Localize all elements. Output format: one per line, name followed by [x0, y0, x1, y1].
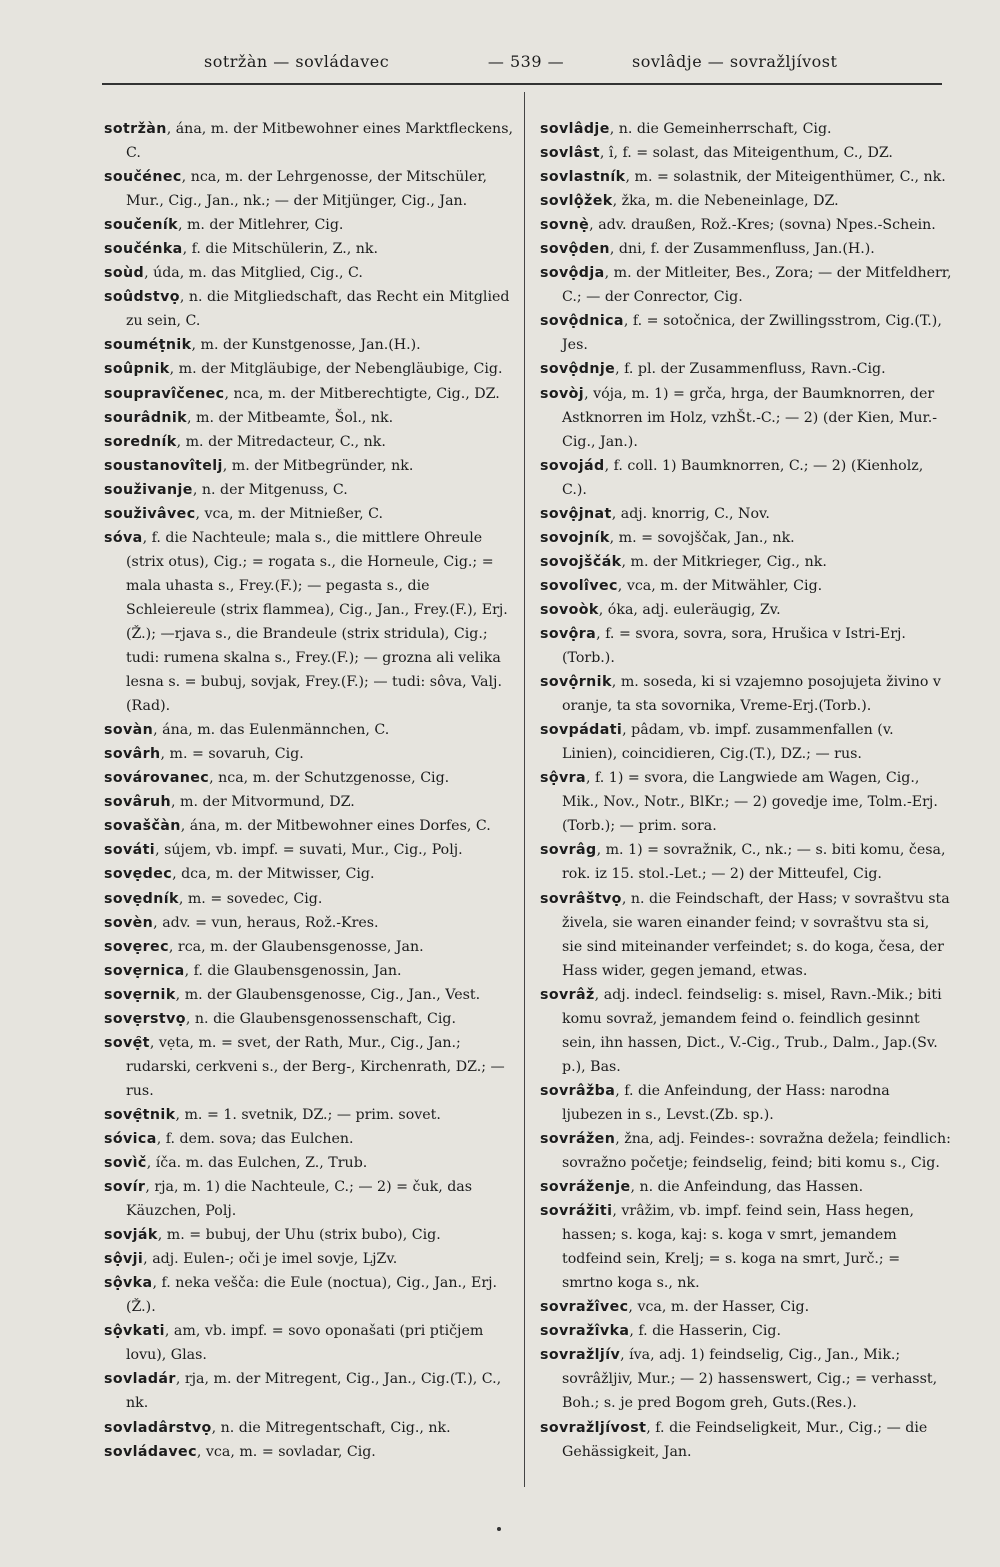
dictionary-entry: [104, 959, 516, 983]
entry-headword: sovražîvec: [540, 1299, 629, 1316]
entry-definition: , f. die Glaubensgenossin, Jan.: [184, 962, 402, 979]
entry-definition: , ána, m. der Mitbewohner eines Marktfleckens, C.: [126, 121, 513, 162]
entry-definition: , žka, m. die Nebeneinlage, DZ.: [612, 193, 839, 210]
entry-definition: , f. die Hasserin, Cig.: [629, 1323, 781, 1340]
dictionary-entry: [540, 165, 952, 189]
dictionary-entry: [540, 550, 952, 574]
entry-definition: , óka, adj. euleräugig, Zv.: [598, 601, 781, 618]
right-column: [540, 117, 952, 1464]
dictionary-entry: [104, 766, 516, 790]
entry-headword: sovârh: [104, 746, 161, 763]
entry-definition: , vca, m. der Hasser, Cig.: [628, 1299, 810, 1316]
entry-definition: , íva, adj. 1) feindselig, Cig., Jan., Mik.; sovrâžljiv, Mur.; — 2) hassenswert, Cig.; = verhasst, Boh.; s. je pred Bogom greh, Guts.(Res.).: [562, 1347, 938, 1412]
entry-headword: sourâdnik: [104, 409, 188, 426]
dictionary-entry: [540, 1295, 952, 1319]
dictionary-entry: [104, 887, 516, 911]
dictionary-entry: [104, 261, 516, 285]
entry-definition: , f. 1) = svora, die Langwiede am Wagen, Cig., Mik., Nov., Notr., BlKr.; — 2) govedje ime, Tolm.-Erj.(Torb.); — prim. sora.: [562, 770, 938, 835]
entry-definition: , vca, m. = sovladar, Cig.: [196, 1443, 376, 1460]
entry-definition: , n. die Feindschaft, der Hass; v sovraštvu sta živela, sie waren einander feind; v sovraštvu sta si, sie sind miteinander verfeindet; s. do koga, česa, der Hass wider, gegen jemand, etwas.: [562, 890, 950, 979]
entry-definition: , úda, m. das Mitglied, Cig., C.: [144, 265, 363, 282]
entry-headword: sovlộžek: [540, 193, 613, 210]
entry-definition: , f. die Mitschülerin, Z., nk.: [182, 241, 379, 258]
entry-definition: , n. die Glaubensgenossenschaft, Cig.: [185, 1010, 456, 1027]
entry-definition: , rja, m. der Mitregent, Cig., Jan., Cig.(T.), C., nk.: [126, 1371, 502, 1412]
dictionary-entry: [540, 213, 952, 237]
dictionary-entry: [540, 1319, 952, 1343]
entry-headword: sóvica: [104, 1130, 157, 1147]
entry-headword: sộvka: [104, 1275, 153, 1292]
entry-headword: soûpnik: [104, 361, 170, 378]
header-rule: [102, 83, 942, 85]
dictionary-entry: [104, 790, 516, 814]
entry-headword: sovlâdje: [540, 121, 610, 137]
dictionary-entry: [104, 213, 516, 237]
dictionary-entry: [104, 1151, 516, 1175]
dictionary-entry: [540, 622, 952, 670]
dictionary-entry: [104, 1247, 516, 1271]
dictionary-entry: [104, 478, 516, 502]
entry-definition: , vrâžim, vb. impf. feind sein, Hass hegen, hassen; s. koga, kaj: s. koga v smrt, jemandem todfeind sein, Krelj; = s. koga na smrt, Jurč.; = smrtno koga s., nk.: [562, 1203, 914, 1292]
entry-headword: sovojád: [540, 457, 605, 474]
entry-headword: sovolîvec: [540, 577, 618, 594]
dictionary-entry: [540, 502, 952, 526]
entry-definition: , m. = sovaruh, Cig.: [160, 746, 304, 763]
entry-definition: , vẹta, m. = svet, der Rath, Mur., Cig., Jan.; rudarski, cerkveni s., der Berg-, Kirchenrath, DZ.; — rus.: [126, 1034, 505, 1099]
left-column: [104, 117, 516, 1464]
entry-definition: , sújem, vb. impf. = suvati, Mur., Cig., Polj.: [155, 842, 463, 859]
dictionary-entry: [540, 189, 952, 213]
entry-headword: sovárovanec: [104, 770, 210, 787]
entry-headword: sộvji: [104, 1251, 144, 1268]
dictionary-entry: [104, 430, 516, 454]
entry-headword: sovàn: [104, 722, 154, 739]
dictionary-entry: [540, 237, 952, 261]
entry-headword: sovẹdník: [104, 890, 179, 907]
entry-definition: , f. die Anfeindung, der Hass: narodna ljubezen in s., Levst.(Zb. sp.).: [562, 1082, 890, 1123]
entry-headword: sovír: [104, 1179, 146, 1196]
dictionary-entry: [104, 237, 516, 261]
dictionary-entry: [104, 1127, 516, 1151]
entry-definition: , žna, adj. Feindes-: sovražna dežela; feindlich: sovražno početje; feindselig, feind; biti komu s., Cig.: [562, 1130, 951, 1172]
entry-definition: , vca, m. der Mitnießer, C.: [195, 505, 384, 522]
dictionary-entry: [104, 814, 516, 838]
entry-headword: sovộden: [540, 241, 610, 258]
dictionary-entry: [104, 117, 516, 165]
entry-headword: sovòj: [540, 385, 585, 402]
dictionary-entry: [104, 333, 516, 357]
entry-headword: sovják: [104, 1227, 158, 1244]
dictionary-entry: [540, 598, 952, 622]
header-right-guideword: sovlâdje — sovražljívost: [632, 52, 838, 71]
entry-headword: sotržàn: [104, 121, 167, 137]
dictionary-entry: [540, 670, 952, 718]
dictionary-entry: [540, 357, 952, 381]
dictionary-entry: [540, 1343, 952, 1415]
entry-headword: sovẹrstvọ: [104, 1010, 186, 1027]
dictionary-entry: [104, 935, 516, 959]
dictionary-entry: [104, 1416, 516, 1440]
entry-headword: sovladârstvọ: [104, 1419, 212, 1436]
entry-definition: , m. = sovojščak, Jan., nk.: [609, 529, 795, 546]
entry-headword: sovrážen: [540, 1130, 616, 1147]
entry-headword: sovrâžba: [540, 1082, 616, 1099]
entry-definition: , m. = bubuj, der Uhu (strix bubo), Cig.: [157, 1227, 441, 1244]
entry-definition: , am, vb. impf. = sovo oponašati (pri ptičjem lovu), Glas.: [126, 1323, 484, 1364]
entry-headword: sovražljív: [540, 1347, 621, 1364]
entry-headword: sovẹdec: [104, 866, 173, 883]
entry-headword: sovrâž: [540, 986, 595, 1003]
entry-definition: , f. = svora, sovra, sora, Hrušica v Istri-Erj.(Torb.).: [562, 625, 906, 667]
dictionary-entry: [540, 1416, 952, 1464]
dictionary-entry: [104, 382, 516, 406]
entry-definition: , f. dem. sova; das Eulchen.: [156, 1130, 354, 1147]
entry-headword: soupravîčenec: [104, 385, 225, 402]
entry-headword: sovpádati: [540, 722, 623, 739]
entry-headword: sovladár: [104, 1371, 176, 1388]
entry-definition: , ána, m. der Mitbewohner eines Dorfes, C.: [180, 818, 491, 835]
entry-headword: součeník: [104, 217, 178, 234]
entry-headword: sovèn: [104, 914, 154, 931]
entry-headword: sovoòk: [540, 601, 599, 618]
dictionary-entry: [104, 165, 516, 213]
entry-headword: sovojník: [540, 529, 610, 546]
dictionary-entry: [104, 983, 516, 1007]
dictionary-entry: [540, 261, 952, 309]
dictionary-entry: [104, 502, 516, 526]
entry-definition: , dca, m. der Mitwisser, Cig.: [172, 866, 375, 883]
entry-headword: souméṭnik: [104, 337, 192, 354]
entry-definition: , f. = sotočnica, der Zwillingsstrom, Cig.(T.), Jes.: [562, 313, 942, 354]
entry-headword: sovražljívost: [540, 1419, 647, 1436]
dictionary-entry: [104, 838, 516, 862]
dictionary-entry: [104, 526, 516, 718]
entry-headword: sóva: [104, 529, 143, 546]
dictionary-entry: [104, 911, 516, 935]
entry-definition: , m. der Mitredacteur, C., nk.: [176, 433, 386, 450]
dictionary-entry: [540, 1175, 952, 1199]
entry-definition: , dni, f. der Zusammenfluss, Jan.(H.).: [609, 241, 875, 258]
entry-definition: , n. der Mitgenuss, C.: [192, 481, 348, 498]
entry-definition: , m. soseda, ki si vzajemno posojujeta živino v oranje, ta sta sovornika, Vreme-Erj.(Torb.).: [562, 674, 941, 715]
dictionary-entry: [104, 718, 516, 742]
entry-headword: sovộdnje: [540, 361, 616, 378]
entry-headword: sovộdnica: [540, 313, 624, 330]
dictionary-entry: [104, 1103, 516, 1127]
dictionary-entry: [104, 406, 516, 430]
entry-definition: , adj. knorrig, C., Nov.: [611, 505, 770, 522]
entry-definition: , f. die Nachteule; mala s., die mittlere Ohreule (strix otus), Cig.; = rogata s., die Horneule, Cig.; = mala uhasta s., Frey.(F.); — pegasta s., die Schleiereule (strix flammea), Cig., Jan., Frey.(F.), Erj.(Ž.); —rjava s., die Brandeule (strix stridula), Cig.; tudi: rumena skalna s., Frey.(F.); — grozna ali velika lesna s. = bubuj, sovjak, Frey.(F.); — tudi: sôva, Valj.(Rad).: [126, 529, 508, 715]
dictionary-entry: [540, 117, 952, 141]
entry-definition: , m. 1) = sovražnik, C., nk.; — s. biti komu, česa, rok. iz 15. stol.-Let.; — 2) der Mitteufel, Cig.: [562, 842, 946, 883]
entry-headword: sovráženje: [540, 1179, 631, 1196]
entry-headword: sovẹrnik: [104, 986, 176, 1003]
entry-headword: sovnẹ̀: [540, 217, 590, 234]
entry-definition: , nca, m. der Schutzgenosse, Cig.: [209, 770, 450, 787]
entry-headword: sovrážiti: [540, 1203, 613, 1220]
entry-definition: , f. die Feindseligkeit, Mur., Cig.; — die Gehässigkeit, Jan.: [562, 1419, 928, 1460]
page-number: — 539 —: [487, 52, 565, 71]
dictionary-entry: [104, 454, 516, 478]
entry-headword: sộvkati: [104, 1323, 165, 1340]
dictionary-entry: [104, 1367, 516, 1415]
running-header: [0, 52, 1000, 82]
entry-headword: sovražîvka: [540, 1323, 630, 1340]
dictionary-entry: [104, 357, 516, 381]
entry-definition: , m. der Glaubensgenosse, Cig., Jan., Vest.: [175, 986, 481, 1003]
entry-definition: , nca, m. der Lehrgenosse, der Mitschüler, Mur., Cig., Jan., nk.; — der Mitjünger, Cig., Jan.: [126, 169, 488, 210]
entry-definition: , m. der Mitleiter, Bes., Zora; — der Mitfeldherr, C.; — der Conrector, Cig.: [562, 265, 952, 306]
dictionary-entry: [540, 887, 952, 983]
entry-definition: , ána, m. das Eulenmännchen, C.: [153, 722, 390, 739]
entry-headword: součénka: [104, 241, 183, 258]
entry-headword: souživâvec: [104, 505, 196, 522]
dictionary-entry: [540, 766, 952, 838]
dictionary-entry: [104, 1319, 516, 1367]
entry-headword: souživanje: [104, 481, 193, 498]
entry-headword: sovìč: [104, 1155, 147, 1172]
dictionary-entry: [540, 526, 952, 550]
entry-headword: sovrâg: [540, 842, 597, 859]
entry-definition: , adv. draußen, Rož.-Kres; (sovna) Npes.-Schein.: [589, 217, 936, 234]
entry-definition: , f. coll. 1) Baumknorren, C.; — 2) (Kienholz, C.).: [562, 457, 924, 498]
dictionary-entry: [540, 1127, 952, 1175]
dictionary-entry: [540, 382, 952, 454]
entry-headword: soredník: [104, 433, 177, 450]
entry-definition: , adj. indecl. feindselig: s. misel, Ravn.-Mik.; biti komu sovraž, jemandem feind o. feindlich gesinnt sein, ihn hassen, Dict., V.-Cig., Trub., Dalm., Jap.(Sv. p.), Bas.: [562, 986, 942, 1075]
entry-definition: , m. der Mitgläubige, der Nebengläubige, Cig.: [169, 361, 503, 378]
header-left-guideword: sotržàn — sovládavec: [204, 52, 390, 71]
entry-definition: , adj. Eulen-; oči je imel sovje, LjZv.: [143, 1251, 398, 1268]
dictionary-entry: [104, 1175, 516, 1223]
entry-headword: sovlastník: [540, 169, 626, 186]
dictionary-entry: [540, 1199, 952, 1295]
entry-definition: , m. der Mitbeamte, Šol., nk.: [187, 409, 394, 426]
dictionary-entry: [540, 141, 952, 165]
entry-headword: sovẹrec: [104, 938, 169, 955]
dictionary-entry: [104, 1007, 516, 1031]
dictionary-entry: [104, 1031, 516, 1103]
page-speck: [497, 1527, 501, 1531]
entry-headword: sovẹ̑t: [104, 1034, 150, 1051]
dictionary-entry: [104, 1223, 516, 1247]
dictionary-entry: [540, 454, 952, 502]
entry-definition: , n. die Mitregentschaft, Cig., nk.: [211, 1419, 451, 1436]
entry-definition: , m. der Kunstgenosse, Jan.(H.).: [191, 337, 421, 354]
dictionary-entry: [104, 862, 516, 886]
entry-definition: , n. die Mitgliedschaft, das Recht ein Mitglied zu sein, C.: [126, 289, 510, 330]
entry-definition: , adv. = vun, heraus, Rož.-Kres.: [153, 914, 379, 931]
entry-definition: , nca, m. der Mitberechtigte, Cig., DZ.: [224, 385, 500, 402]
entry-definition: , m. der Mitkrieger, Cig., nk.: [621, 553, 827, 570]
entry-headword: soùd: [104, 265, 145, 282]
dictionary-entry: [540, 838, 952, 886]
entry-definition: , rja, m. 1) die Nachteule, C.; — 2) = čuk, das Käuzchen, Polj.: [126, 1179, 473, 1220]
dictionary-entry: [540, 574, 952, 598]
entry-definition: , f. pl. der Zusammenfluss, Ravn.-Cig.: [615, 361, 886, 378]
entry-headword: soûdstvọ: [104, 289, 180, 306]
entry-headword: sovộrnik: [540, 674, 612, 691]
entry-definition: , vca, m. der Mitwähler, Cig.: [617, 577, 823, 594]
entry-headword: soustanovîtelj: [104, 457, 223, 474]
dictionary-entry: [540, 983, 952, 1079]
dictionary-entry: [540, 1079, 952, 1127]
entry-headword: sovộdja: [540, 265, 605, 282]
entry-headword: sovẹrnica: [104, 962, 185, 979]
entry-definition: , n. die Gemeinherrschaft, Cig.: [609, 121, 832, 137]
entry-headword: sováti: [104, 842, 156, 859]
entry-definition: , m. der Mitvormund, DZ.: [171, 794, 355, 811]
entry-definition: , n. die Anfeindung, das Hassen.: [630, 1179, 864, 1196]
entry-headword: sovâruh: [104, 794, 172, 811]
dictionary-entry: [104, 1271, 516, 1319]
entry-headword: sovládavec: [104, 1443, 197, 1460]
entry-headword: sovrâštvọ: [540, 890, 622, 907]
dictionary-entry: [104, 285, 516, 333]
entry-headword: sovlâst: [540, 145, 600, 162]
entry-definition: , m. der Mitlehrer, Cig.: [177, 217, 344, 234]
entry-headword: součénec: [104, 169, 182, 186]
entry-headword: sovộra: [540, 625, 597, 642]
dictionary-entry: [104, 742, 516, 766]
entry-headword: sovẹ̑tnik: [104, 1106, 176, 1123]
entry-headword: sovộjnat: [540, 505, 612, 522]
entry-definition: , m. = 1. svetnik, DZ.; — prim. sovet.: [175, 1106, 441, 1123]
dictionary-entry: [540, 309, 952, 357]
entry-definition: , m. = sovedec, Cig.: [178, 890, 323, 907]
entry-definition: , m. = solastnik, der Miteigenthümer, C., nk.: [625, 169, 946, 186]
entry-headword: sovojščák: [540, 553, 622, 570]
entry-definition: , vója, m. 1) = grča, hrga, der Baumknorren, der Astknorren im Holz, vzhŠt.-C.; — 2) (der Kien, Mur.-Cig., Jan.).: [562, 385, 938, 450]
entry-definition: , pâdam, vb. impf. zusammenfallen (v. Linien), coincidieren, Cig.(T.), DZ.; — rus.: [562, 722, 894, 763]
entry-headword: sộvra: [540, 770, 587, 787]
entry-definition: , î, f. = solast, das Miteigenthum, C., DZ.: [599, 145, 893, 162]
entry-headword: sovaščàn: [104, 818, 181, 835]
entry-definition: , íča. m. das Eulchen, Z., Trub.: [146, 1155, 368, 1172]
column-divider: [524, 92, 525, 1487]
dictionary-entry: [104, 1440, 516, 1464]
entry-definition: , rca, m. der Glaubensgenosse, Jan.: [168, 938, 424, 955]
entry-definition: , f. neka vešča: die Eule (noctua), Cig., Jan., Erj.(Ž.).: [126, 1275, 498, 1316]
entry-definition: , m. der Mitbegründer, nk.: [222, 457, 414, 474]
dictionary-entry: [540, 718, 952, 766]
